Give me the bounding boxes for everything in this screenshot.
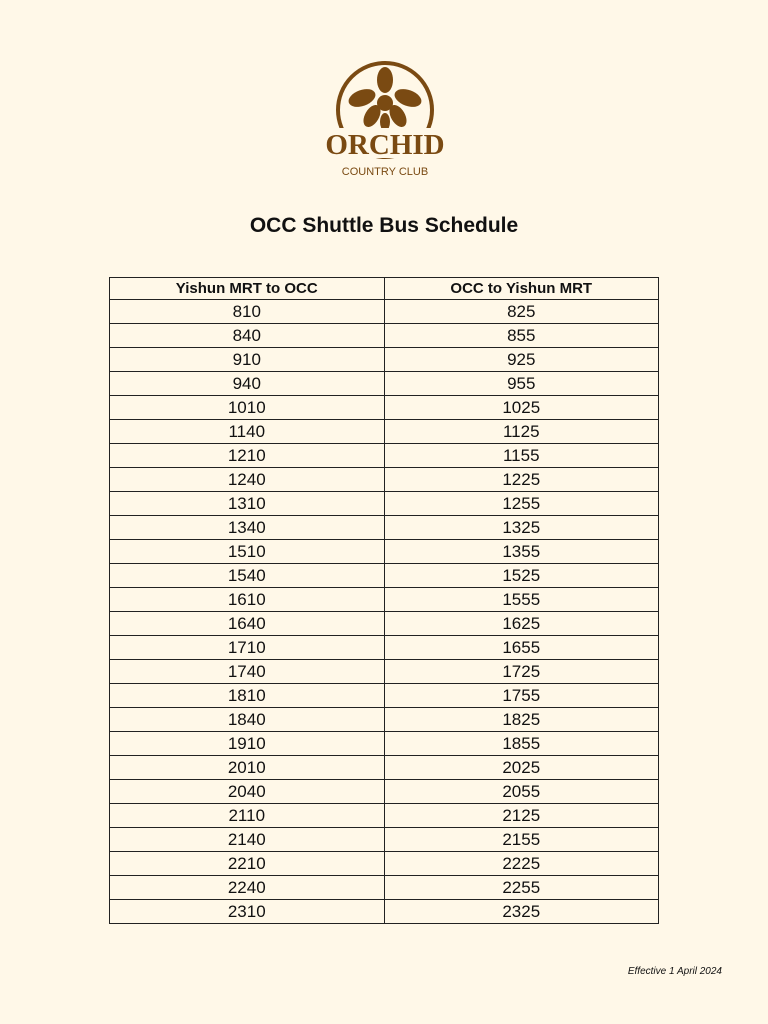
table-row [110,540,659,564]
orchid-country-club-logo [300,58,470,182]
departure-occ-cell: 1555 [384,588,659,612]
departure-occ-cell: 2155 [384,828,659,852]
departure-occ-cell: 1755 [384,684,659,708]
departure-yishun-cell: 2240 [110,876,385,900]
departure-occ-cell: 1225 [384,468,659,492]
table-row [110,420,659,444]
departure-yishun-cell: 840 [110,324,385,348]
table-row [110,492,659,516]
departure-yishun-cell: 810 [110,300,385,324]
departure-yishun-cell: 1540 [110,564,385,588]
departure-yishun-cell: 1240 [110,468,385,492]
departure-occ-cell: 2325 [384,900,659,924]
table-row [110,516,659,540]
departure-yishun-cell: 1740 [110,660,385,684]
departure-yishun-cell: 1310 [110,492,385,516]
departure-occ-cell: 925 [384,348,659,372]
departure-yishun-cell: 1340 [110,516,385,540]
departure-occ-cell: 1325 [384,516,659,540]
departure-yishun-cell: 2040 [110,780,385,804]
departure-occ-cell: 1355 [384,540,659,564]
departure-yishun-cell: 1210 [110,444,385,468]
table-row [110,564,659,588]
schedule-rows [110,300,659,924]
column-header-to-occ: Yishun MRT to OCC [110,278,385,300]
orchid-logo-icon [300,58,470,182]
table-row [110,348,659,372]
table-header-row [110,278,659,300]
departure-occ-cell: 1855 [384,732,659,756]
table-row [110,780,659,804]
departure-occ-cell: 1725 [384,660,659,684]
departure-occ-cell: 2125 [384,804,659,828]
departure-occ-cell: 1525 [384,564,659,588]
table-row [110,396,659,420]
table-row [110,804,659,828]
effective-date: Effective 1 April 2024 [627,966,722,977]
departure-occ-cell: 1025 [384,396,659,420]
table-row [110,444,659,468]
departure-occ-cell: 855 [384,324,659,348]
table-row [110,828,659,852]
departure-occ-cell: 2225 [384,852,659,876]
table-row [110,660,659,684]
departure-occ-cell: 2255 [384,876,659,900]
table-row [110,468,659,492]
table-row [110,756,659,780]
departure-yishun-cell: 1840 [110,708,385,732]
departure-yishun-cell: 1710 [110,636,385,660]
departure-yishun-cell: 2210 [110,852,385,876]
table-row [110,636,659,660]
departure-yishun-cell: 940 [110,372,385,396]
table-row [110,852,659,876]
table-row [110,708,659,732]
table-row [110,588,659,612]
departure-yishun-cell: 1610 [110,588,385,612]
departure-yishun-cell: 1910 [110,732,385,756]
page-title: OCC Shuttle Bus Schedule [249,214,519,237]
departure-yishun-cell: 1510 [110,540,385,564]
table-row [110,684,659,708]
table-row [110,324,659,348]
departure-occ-cell: 1655 [384,636,659,660]
departure-occ-cell: 1125 [384,420,659,444]
table-row [110,612,659,636]
departure-occ-cell: 1255 [384,492,659,516]
departure-yishun-cell: 1640 [110,612,385,636]
table-row [110,876,659,900]
departure-yishun-cell: 2110 [110,804,385,828]
departure-yishun-cell: 2140 [110,828,385,852]
table-row [110,372,659,396]
table-row [110,900,659,924]
departure-occ-cell: 955 [384,372,659,396]
logo-brand-text: ORCHID [325,129,445,161]
departure-occ-cell: 1825 [384,708,659,732]
table-row [110,732,659,756]
departure-yishun-cell: 2310 [110,900,385,924]
departure-occ-cell: 825 [384,300,659,324]
shuttle-schedule-table [109,277,659,924]
departure-occ-cell: 2025 [384,756,659,780]
column-header-to-yishun: OCC to Yishun MRT [384,278,659,300]
departure-yishun-cell: 1010 [110,396,385,420]
departure-occ-cell: 2055 [384,780,659,804]
departure-yishun-cell: 1810 [110,684,385,708]
departure-occ-cell: 1625 [384,612,659,636]
logo-subtitle-text: COUNTRY CLUB [341,166,429,178]
departure-yishun-cell: 1140 [110,420,385,444]
table-row [110,300,659,324]
departure-yishun-cell: 910 [110,348,385,372]
departure-yishun-cell: 2010 [110,756,385,780]
departure-occ-cell: 1155 [384,444,659,468]
